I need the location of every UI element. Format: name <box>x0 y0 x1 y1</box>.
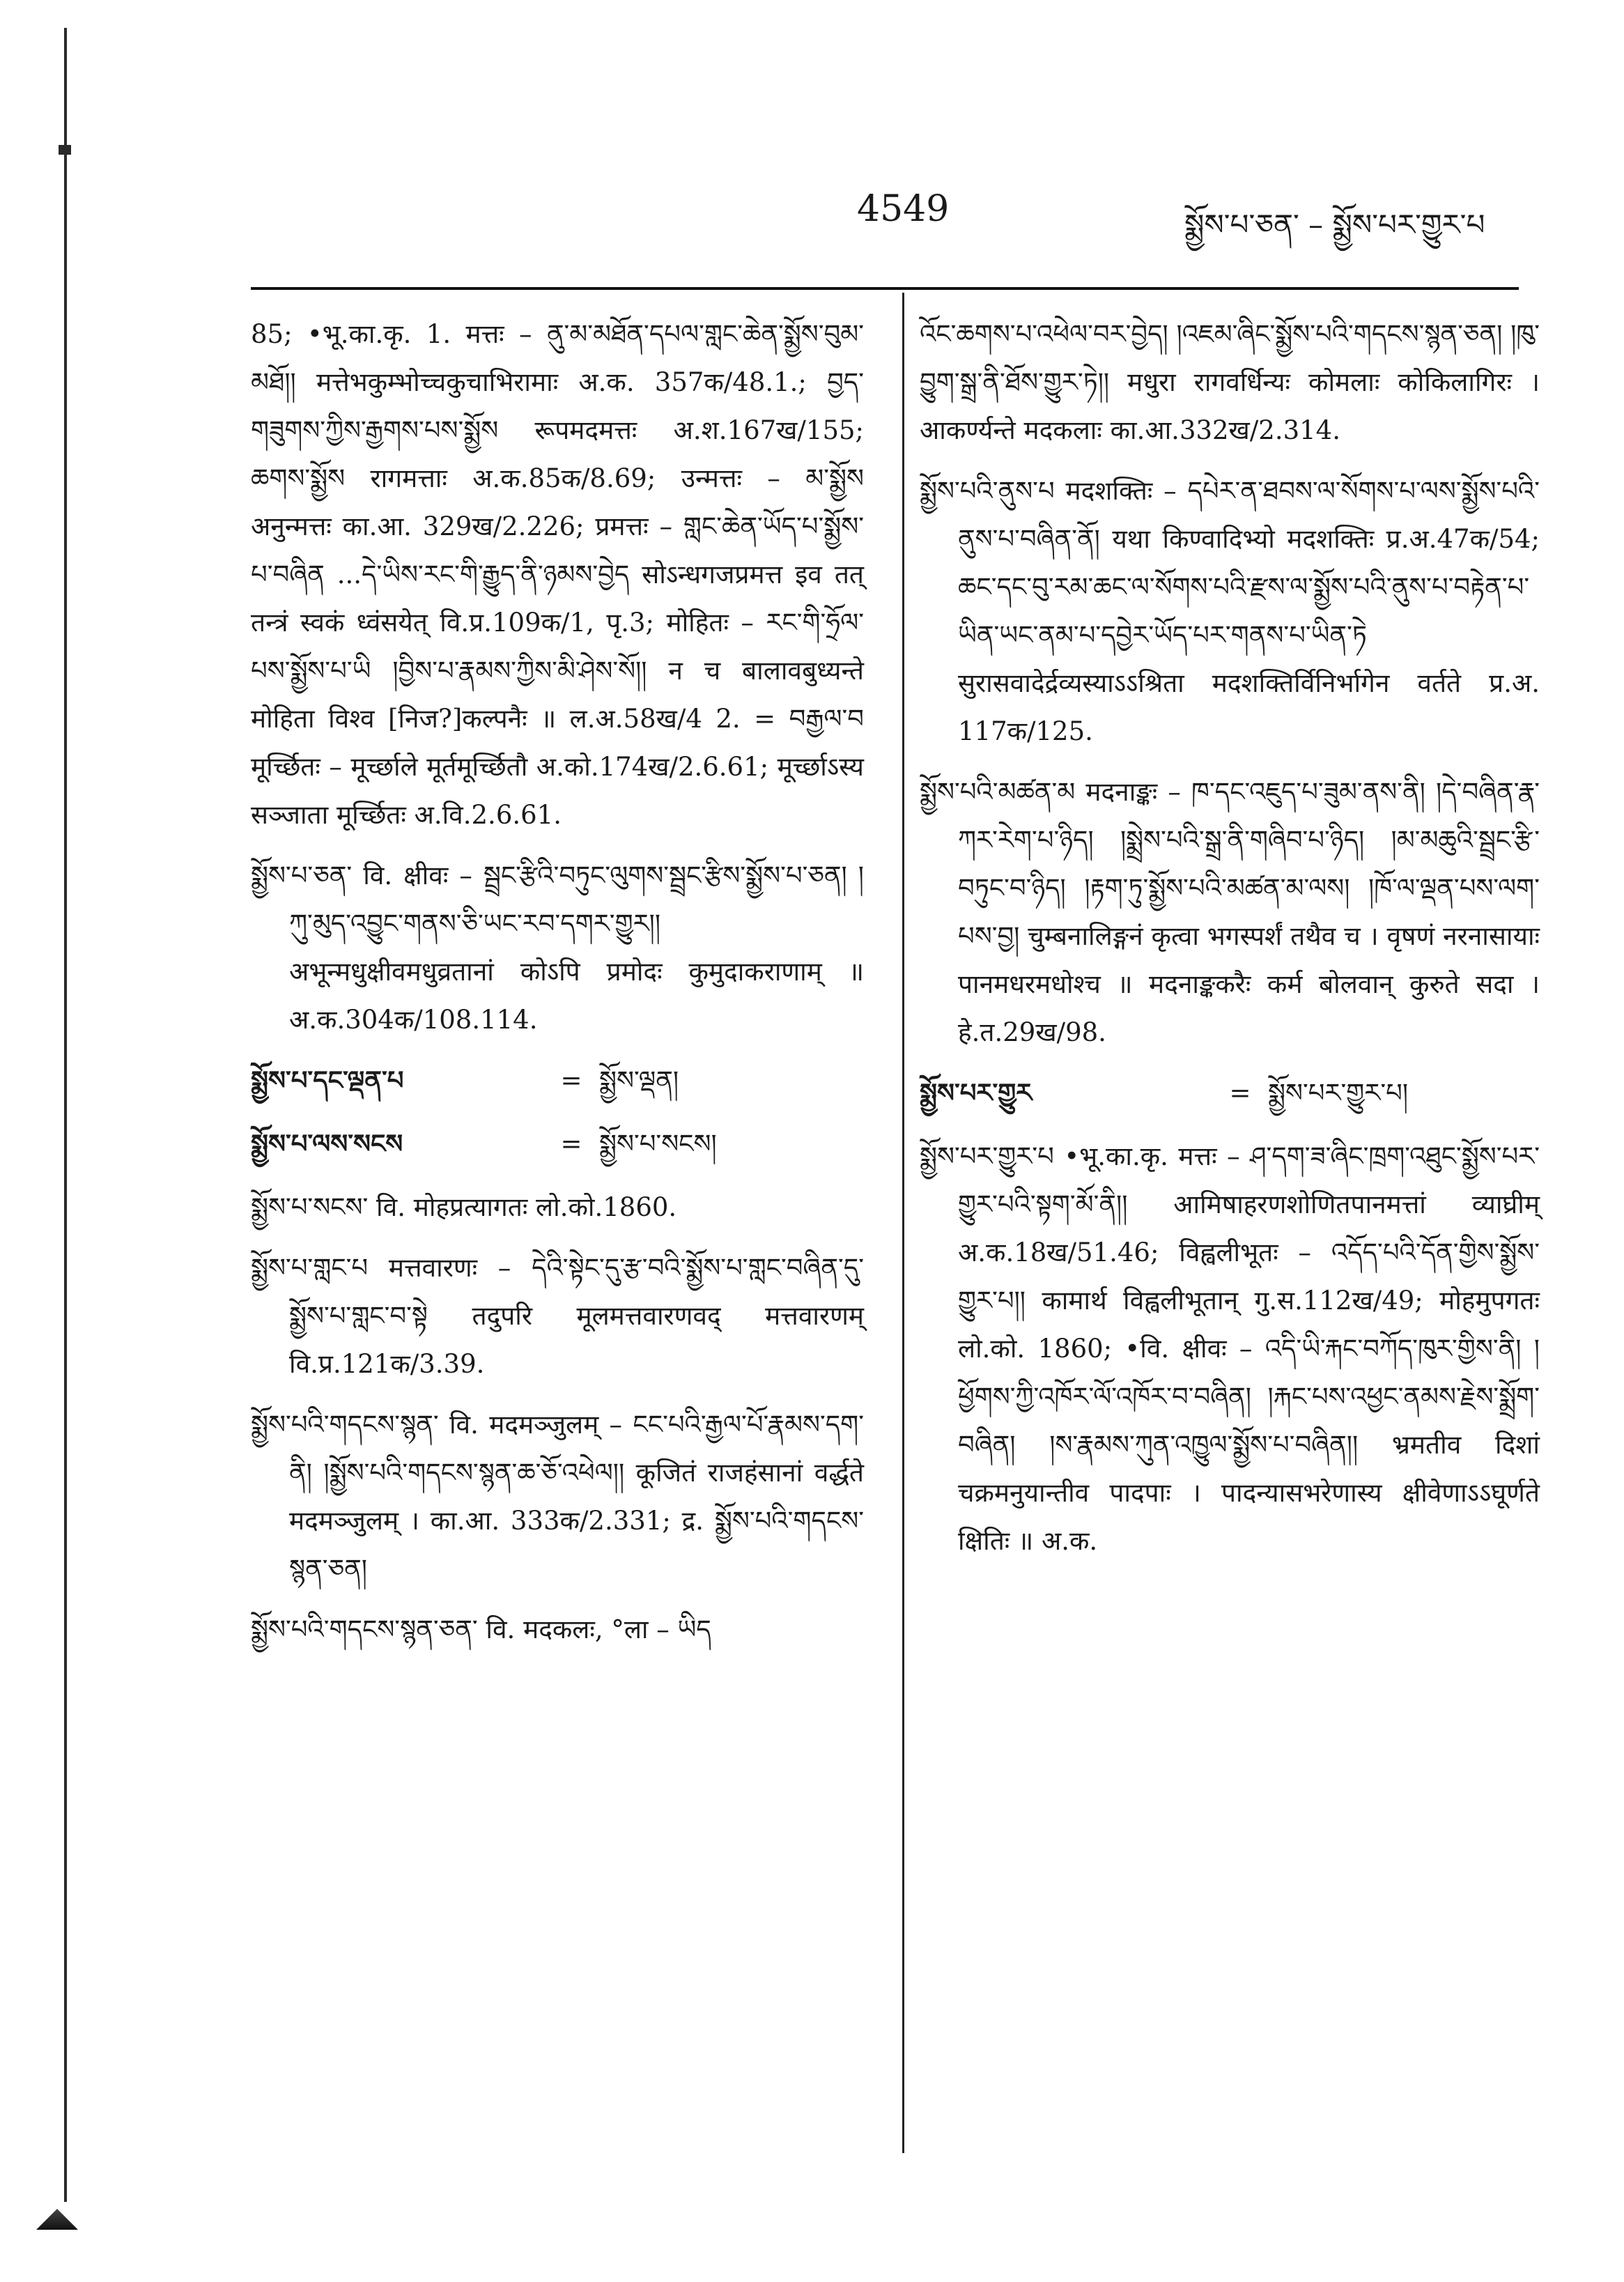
dictionary-entry: སྨྱོས་པ་ཅན་ वि. क्षीवः – སྦྲང་རྩིའི་བཏུང་ལུགས་སྦྲང་རྩིས་སྨྱོས་པ་ཅན། །ཀུ་མུད་འབྱུང་གནས་ཅི་ཡང་རབ་དགར་གྱུར།། अभून्मधुक्षीवमधुव्रतानां कोऽपि प्रमोदः कुमुदाकराणाम् ॥ अ.क.304क/108.114. <box>251 861 864 1035</box>
xref-equals: = <box>1229 1078 1251 1108</box>
column-divider <box>902 293 904 2153</box>
dictionary-entry: སྨྱོས་པར་གྱུར་པ •भू.का.कृ. मत्तः – ཤ་དག་ཟ་ཞིང་ཁྲག་འཐུང་སྨྱོས་པར་གྱུར་པའི་སྟག་མོ་ནི།། आमिषाहरणशोणितपानमत्तां व्याघ्रीम् अ.क.18ख/51.46; विह्वलीभूतः – འདོད་པའི་དོན་གྱིས་སྨྱོས་གྱུར་པ།། कामार्थ विह्वलीभूतान् गु.स.112ख/49; मोहमुपगतः लो.को. 1860; •वि. क्षीवः – འདི་ཡི་རྐང་བཀོད་ཁུར་གྱིས་ནི། །ཕྱོགས་ཀྱི་འཁོར་ལོ་འཁོར་བ་བཞིན། །རྐང་པས་འཕྱང་ནམས་རྗེས་སྨྲོག་བཞིན། །ས་རྣམས་ཀུན་འཁྱུལ་སྨྱོས་པ་བཞིན།། भ्रमतीव दिशां चक्रमनुयान्तीव पादपाः । पादन्यासभरेणास्य क्षीवेणाऽऽघूर्णते क्षितिः ॥ अ.क. <box>920 1141 1540 1556</box>
xref-target: སྨྱོས་པ་སངས། <box>599 1129 717 1159</box>
xref-headword: སྨྱོས་པ་ལས་སངས <box>251 1128 403 1159</box>
binding-base-mark <box>36 2209 78 2230</box>
dictionary-entry: སྨྱོས་པའི་ནུས་པ मदशक्तिः – དཔེར་ན་ཐབས་ལ་སོགས་པ་ལས་སྨྱོས་པའི་ནུས་པ་བཞིན་ནོ། यथा किण्वादिभ्यो मदशक्तिः प्र.अ.47क/54; ཆང་དང་བུ་རམ་ཆང་ལ་སོགས་པའི་རྫས་ལ་སྨྱོས་པའི་ནུས་པ་བརྟེན་པ་ཡིན་ཡང་ནམ་པ་དབྱེར་ཡོད་པར་གནས་པ་ཡིན་ཏེ सुरासवादेर्द्रव्यस्याऽऽश्रिता मदशक्तिर्विनिर्भागेन वर्तते प्र.अ. 117क/125. <box>920 476 1540 746</box>
xref-headword: སྨྱོས་པ་དང་ལྡན་པ <box>251 1065 404 1095</box>
dictionary-entry: 85; •भू.का.कृ. 1. मत्तः – ནུ་མ་མཐོན་དཔལ་གླང་ཆེན་སྨྱོས་བུམ་མཐོ།། मत्तेभकुम्भोच्चकुचाभिरामाः अ.क. 357क/48.1.; བྱད་གཟུགས་ཀྱིས་རྒྱགས་པས་སྨྱོས रूपमदमत्तः अ.श.167ख/155; ཆགས་སྨྱོས रागमत्ताः अ.क.85क/8.69; उन्मत्तः – མ་སྨྱོས अनुन्मत्तः का.आ. 329ख/2.226; प्रमत्तः – གླང་ཆེན་ཡོད་པ་སྨྱོས་པ་བཞིན ...དེ་ཡིས་རང་གི་རྒྱུད་ནི་ཉམས་བྱེད सोऽन्धगजप्रमत्त इव तत् तन्त्रं स्वकं ध्वंसयेत् वि.प्र.109क/1, पृ.3; मोहितः – རང་གི་ཧྲོལ་པས་སྨྱོས་པ་ཡི །བྱིས་པ་རྣམས་ཀྱིས་མི་ཤེས་སོ།། न च बालावबुध्यन्ते मोहिता विश्व [निज?]कल्पनैः ॥ ल.अ.58ख/4 2. = བརྒྱལ་བ मूर्च्छितः – मूर्च्छाले मूर्तमूर्च्छितौ अ.को.174ख/2.6.61; मूर्च्छाऽस्य सञ्जाता मूर्च्छितः अ.वि.2.6.61. <box>251 319 864 830</box>
binding-mark <box>59 145 71 155</box>
xref-equals: = <box>560 1129 582 1159</box>
dictionary-entry: སྨྱོས་པ་སངས་ वि. मोहप्रत्यागतः लो.को.1860. <box>251 1192 677 1222</box>
cross-reference <box>251 1120 864 1168</box>
cross-reference <box>920 1069 1540 1117</box>
dictionary-entry: སྨྱོས་པའི་གདངས་སྙན་ वि. मदमञ्जुलम् – ངང་པའི་རྒྱལ་པོ་རྣམས་དག་ནི། །སྨྱོས་པའི་གདངས་སྙན་ཆ་ཅོ་འཕེལ།། कूजितं राजहंसानां वर्द्धते मदमञ्जुलम् । का.आ. 333क/2.331; द्र. སྨྱོས་པའི་གདངས་སྙན་ཅན། <box>251 1410 864 1584</box>
xref-equals: = <box>560 1065 582 1095</box>
page-binding-line <box>64 28 67 2202</box>
header-rule <box>251 287 1519 290</box>
dictionary-entry: སྨྱོས་པ་གླང་པ मत्तवारणः – དེའི་སྟེང་དུ་རྩ་བའི་སྨྱོས་པ་གླང་བཞིན་དུ་སྨྱོས་པ་གླང་བ་སྟེ तदुपरि मूलमत्तवारणवद् मत्तवारणम् वि.प्र.121क/3.39. <box>251 1253 864 1379</box>
right-column <box>920 310 1540 1578</box>
page-number: 4549 <box>857 188 950 230</box>
dictionary-entry: སྨྱོས་པའི་གདངས་སྙན་ཅན་ वि. मदकलः, °ला – ཡིད <box>251 1614 711 1644</box>
dictionary-entry: སྨྱོས་པའི་མཚན་མ मदनाङ्कः – ཁ་དང་འཇུད་པ་ཟུམ་ནས་ནི། །དེ་བཞིན་རྣ་ཀར་རེག་པ་ཉིད། །སྨྲེས་པའི་སྒྲ་ནི་གཞིབ་པ་ཉིད། །མ་མཆུའི་སྦྲང་རྩི་བཏུང་བ་ཉིད། །རྟག་ཏུ་སྨྱོས་པའི་མཚན་མ་ལས། །ཁོ་ལ་ལྡན་པས་ལག་པས་བྱ། चुम्बनालिङ्गनं कृत्वा भगस्पर्शं तथैव च । वृषणं नरनासायाः पानमधरमधोश्च ॥ मदनाङ्ककरैः कर्म बोलवान् कुरुते सदा । हे.त.29ख/98. <box>920 777 1540 1047</box>
dictionary-entry: འོང་ཆགས་པ་འཕེལ་བར་བྱེད། །འཇམ་ཞིང་སྨྱོས་པའི་གདངས་སྙན་ཅན། །ཁུ་བྱུག་སྒྲ་ནི་ཐོས་གྱུར་ཏེ།། मधुरा रागवर्धिन्यः कोमलाः कोकिलागिरः । आकर्ण्यन्ते मदकलाः का.आ.332ख/2.314. <box>920 319 1540 445</box>
xref-target: སྨྱོས་པར་གྱུར་པ། <box>1268 1078 1409 1108</box>
xref-headword: སྨྱོས་པར་གྱུར <box>920 1077 1033 1108</box>
cross-reference <box>251 1056 864 1104</box>
xref-target: སྨྱོས་ལྡན། <box>599 1065 679 1095</box>
running-head: སྨྱོས་པ་ཅན་ – སྨྱོས་པར་གྱུར་པ <box>1184 208 1485 242</box>
left-column <box>251 310 864 1666</box>
